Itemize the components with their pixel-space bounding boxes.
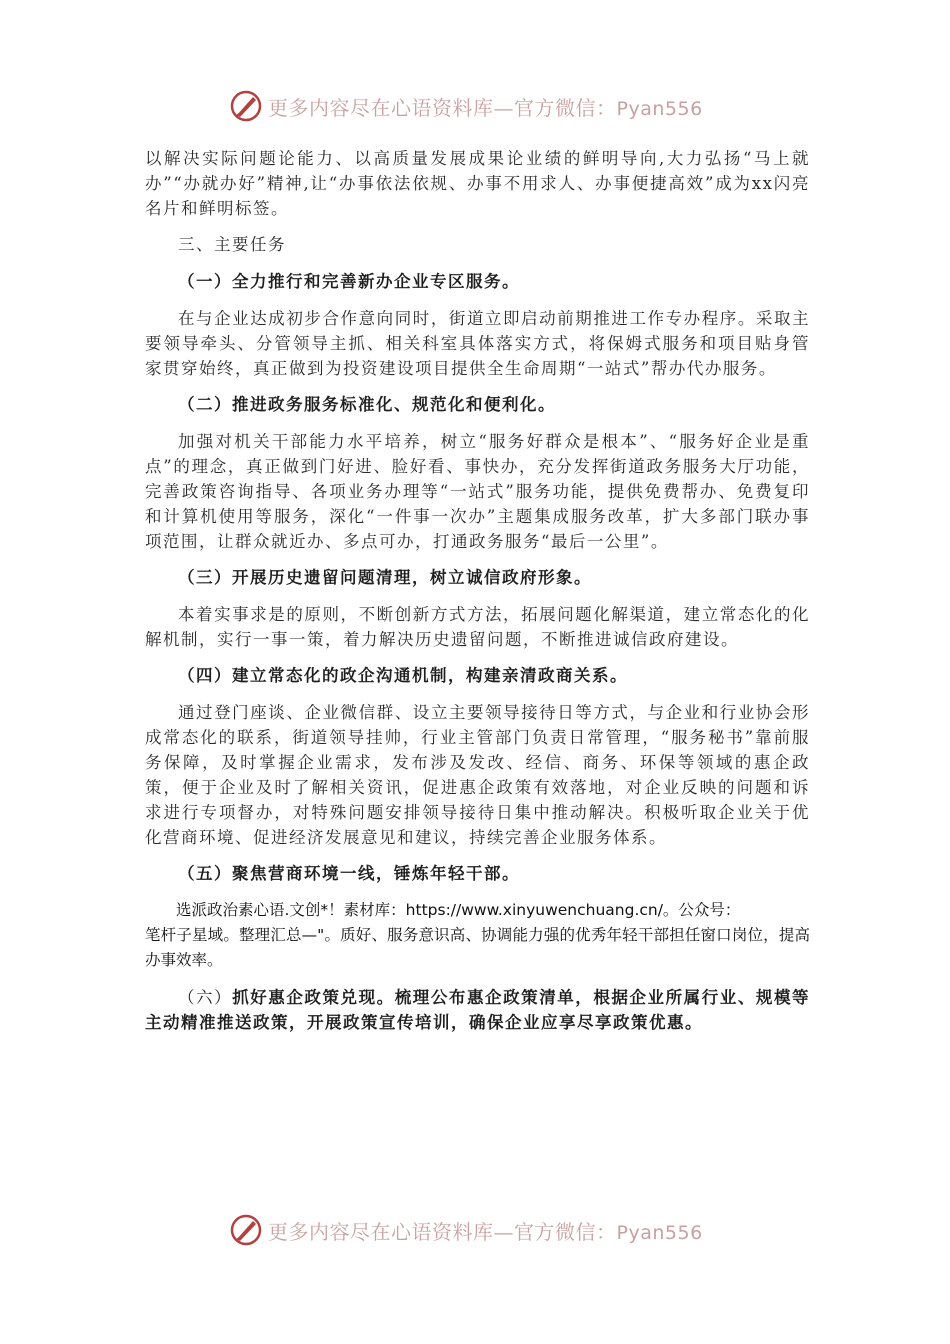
subheading-5: （五）聚焦营商环境一线，锤炼年轻干部。: [178, 864, 520, 883]
subheading-4: （四）建立常态化的政企沟通机制，构建亲清政商关系。: [178, 666, 628, 685]
paragraph-5-rest: 笔杆子星域。整理汇总—"。质好、服务意识高、协调能力强的优秀年轻干部担任窗口岗位，提高办事效率。: [145, 926, 810, 969]
paragraph-5: [145, 898, 810, 973]
banner-text: 更多内容尽在心语资料库—官方微信：Pyan556: [268, 1219, 703, 1244]
footer-banner: [228, 1210, 748, 1250]
subheading-6: （六）抓好惠企政策兑现。梳理公布惠企政策清单，根据企业所属行业、规模等主动精准推送政策，开展政策宣传培训，确保企业应享尽享政策优惠。: [145, 988, 811, 1032]
paragraph-2: 加强对机关干部能力水平培养，树立“服务好群众是根本”、“服务好企业是重点”的理念，真正做到门好进、脸好看、事快办，充分发挥街道政务服务大厅功能，完善政策咨询指导、各项业务办理等“一站式”服务功能，提供免费帮办、免费复印和计算机使用等服务，深化“一件事一次办”主题集成服务改革，扩大多部门联办事项范围，让群众就近办、多点可办，打通政务服务“最后一公里”。: [145, 432, 810, 551]
subheading-1: （一）全力推行和完善新办企业专区服务。: [178, 272, 520, 291]
paragraph-3: 本着实事求是的原则，不断创新方式方法，拓展问题化解渠道，建立常态化的化解机制，实行一事一策，着力解决历史遗留问题，不断推进诚信政府建设。: [145, 605, 810, 649]
paragraph-intro: 以解决实际问题论能力、以高质量发展成果论业绩的鲜明导向,大力弘扬“马上就办”“办就办好”精神,让“办事依法依规、办事不用求人、办事便捷高效”成为xx闪亮名片和鲜明标签。: [145, 149, 810, 218]
wechat-id: Pyan556: [616, 1221, 703, 1244]
document-body: [145, 146, 810, 1035]
subheading-3: （三）开展历史遗留问题清理，树立诚信政府形象。: [178, 568, 592, 587]
quill-logo-icon: [228, 88, 264, 124]
paragraph-5-line-1: 选派政治素心语.文创*！素材库：https://www.xinyuwenchuang.cn/。公众号：: [176, 901, 741, 919]
subheading-2: （二）推进政务服务标准化、规范化和便利化。: [178, 395, 556, 414]
section-heading: 三、主要任务: [178, 235, 286, 254]
header-banner: [228, 86, 748, 126]
paragraph-1: 在与企业达成初步合作意向同时，街道立即启动前期推进工作专办程序。采取主要领导牵头、分管领导主抓、相关科室具体落实方式，将保姆式服务和项目贴身管家贯穿始终，真正做到为投资建设项目提供全生命周期“一站式”帮办代办服务。: [145, 309, 810, 378]
quill-logo-icon: [228, 1212, 264, 1248]
wechat-id: Pyan556: [616, 97, 703, 120]
banner-text: 更多内容尽在心语资料库—官方微信：Pyan556: [268, 95, 703, 120]
paragraph-4: 通过登门座谈、企业微信群、设立主要领导接待日等方式，与企业和行业协会形成常态化的联系，街道领导挂帅，行业主管部门负责日常管理，“服务秘书”靠前服务保障，及时掌握企业需求，发布涉及发改、经信、商务、环保等领域的惠企政策，便于企业及时了解相关资讯，促进惠企政策有效落地，对企业反映的问题和诉求进行专项督办，对特殊问题安排领导接待日集中推动解决。积极听取企业关于优化营商环境、促进经济发展意见和建议，持续完善企业服务体系。: [145, 703, 810, 847]
